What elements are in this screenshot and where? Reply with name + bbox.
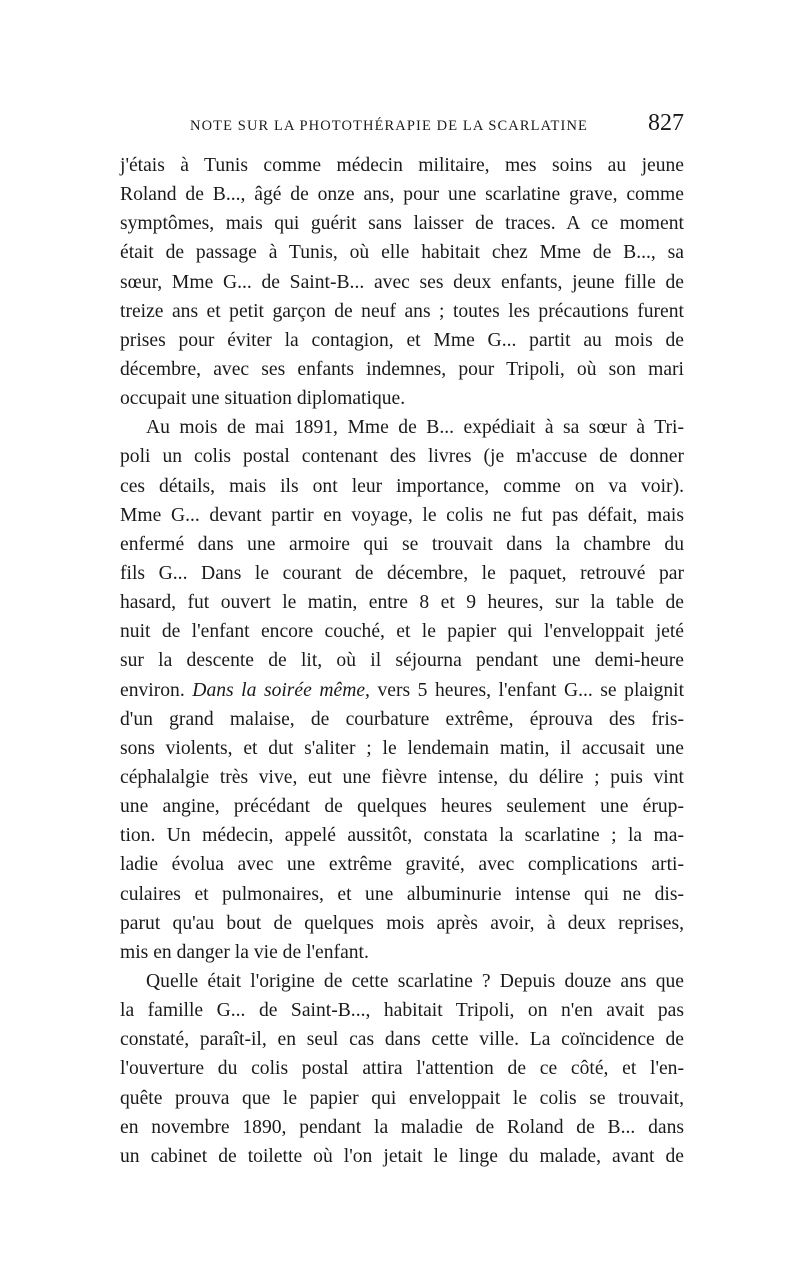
book-page [120,104,684,1171]
text-line: parut qu'au bout de quelques mois après avoir, à deux reprises, [120,912,684,934]
text-line: poli un colis postal contenant des livres (je m'accuse de donner [120,446,684,468]
running-title: NOTE SUR LA PHOTOTHÉRAPIE DE LA SCARLATINE [190,118,588,134]
text-line: prises pour éviter la contagion, et Mme G... partit au mois de [120,329,684,351]
text-line: d'un grand malaise, de courbature extrême, éprouva des fris- [120,708,684,730]
text-line: constaté, paraît-il, en seul cas dans cette ville. La coïncidence de [120,1029,684,1051]
italic-emphasis: Dans la soirée même, [192,679,370,701]
text-line: quête prouva que le papier qui enveloppait le colis se trouvait, [120,1087,684,1109]
text-line: nuit de l'enfant encore couché, et le papier qui l'enveloppait jeté [120,621,684,643]
text-line: en novembre 1890, pendant la maladie de Roland de B... dans [120,1116,684,1138]
text-line: fils G... Dans le courant de décembre, le paquet, retrouvé par [120,562,684,584]
text-line: treize ans et petit garçon de neuf ans ; toutes les précautions furent [120,300,684,322]
text-line: céphalalgie très vive, eut une fièvre intense, du délire ; puis vint [120,766,684,788]
text-line: hasard, fut ouvert le matin, entre 8 et 9 heures, sur la table de [120,592,684,614]
text-line: un cabinet de toilette où l'on jetait le linge du malade, avant de [120,1145,684,1167]
paragraph-2 [120,413,684,967]
page-number: 827 [648,110,684,136]
text-line: était de passage à Tunis, où elle habitait chez Mme de B..., sa [120,242,684,264]
paragraph-3 [120,967,684,1171]
paragraph-1 [120,151,684,413]
text-line: j'étais à Tunis comme médecin militaire, mes soins au jeune [120,155,684,176]
text-line: Roland de B..., âgé de onze ans, pour une scarlatine grave, comme [120,184,684,206]
text-line: Quelle était l'origine de cette scarlatine ? Depuis douze ans que [146,970,684,992]
text-line: culaires et pulmonaires, et une albuminurie intense qui ne dis- [120,883,684,905]
text-line: sons violents, et dut s'aliter ; le lendemain matin, il accusait une [120,737,684,759]
text-line: l'ouverture du colis postal attira l'attention de ce côté, et l'en- [120,1058,684,1080]
text-line: ladie évolua avec une extrême gravité, avec complications arti- [120,854,684,876]
text-line: tion. Un médecin, appelé aussitôt, constata la scarlatine ; la ma- [120,825,684,847]
text-line: sœur, Mme G... de Saint-B... avec ses deux enfants, jeune fille de [120,271,684,293]
text-line: la famille G... de Saint-B..., habitait Tripoli, on n'en avait pas [120,1000,684,1022]
text-line: sur la descente de lit, où il séjourna pendant une demi-heure [120,650,684,672]
text-line: mis en danger la vie de l'enfant. [120,941,369,963]
text-line-mixed [120,676,684,705]
text-line: une angine, précédant de quelques heures seulement une érup- [120,796,684,818]
text-segment: environ. [120,679,185,701]
text-line: symptômes, mais qui guérit sans laisser de traces. A ce moment [120,213,684,235]
running-header [120,104,684,136]
text-line: enfermé dans une armoire qui se trouvait dans la chambre du [120,533,684,555]
text-segment: vers 5 heures, l'enfant G... se plaignit [377,679,685,701]
text-line: décembre, avec ses enfants indemnes, pour Tripoli, où son mari [120,358,684,380]
text-line: occupait une situation diplomatique. [120,388,406,410]
text-line: Mme G... devant partir en voyage, le colis ne fut pas défait, mais [120,504,684,526]
text-line: Au mois de mai 1891, Mme de B... expédiait à sa sœur à Tri- [146,417,684,439]
text-line: ces détails, mais ils ont leur importance, comme on va voir). [120,475,684,497]
